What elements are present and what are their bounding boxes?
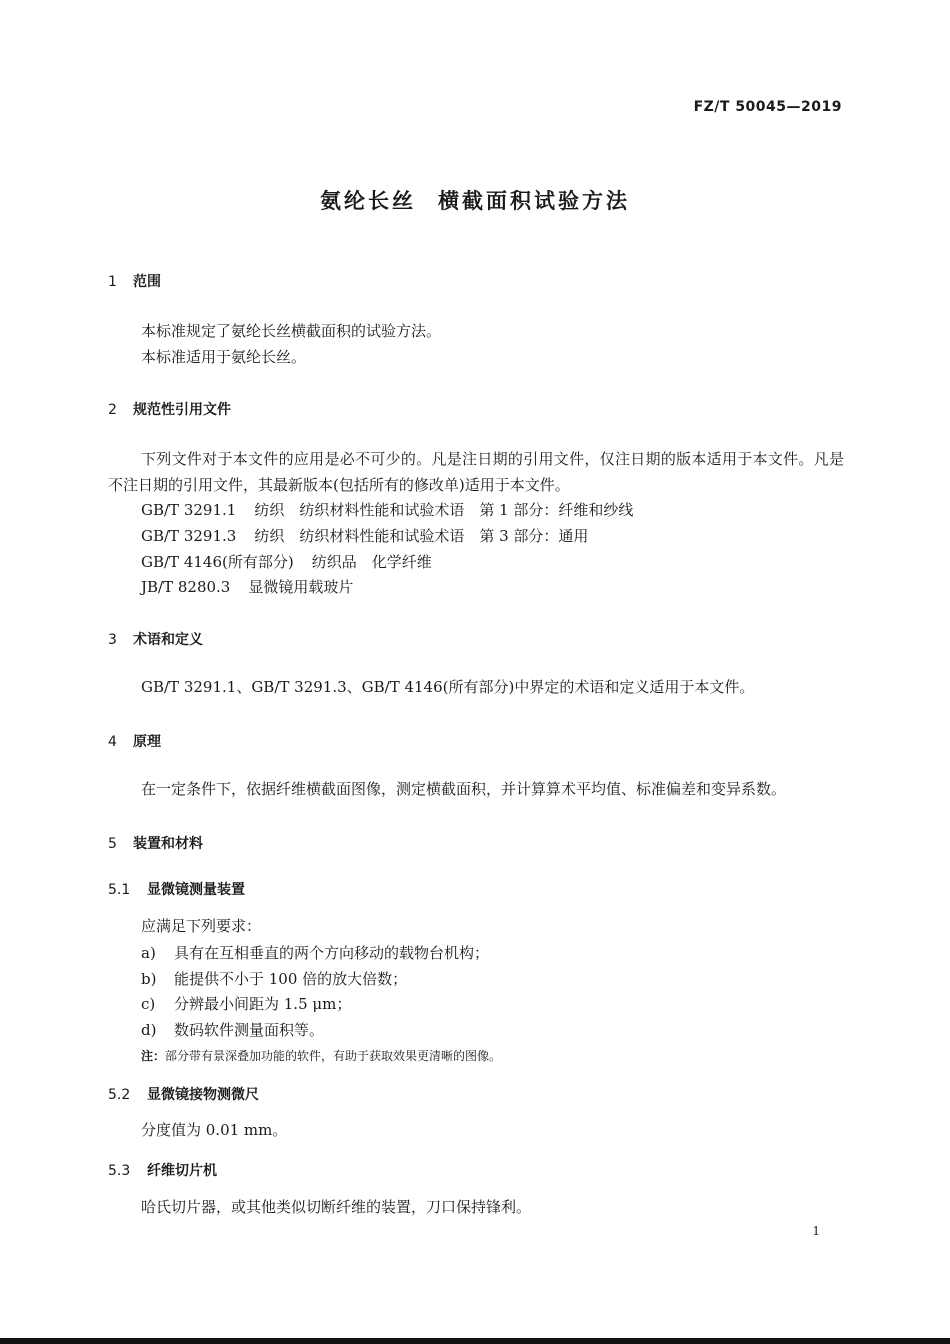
list-marker: c) xyxy=(141,995,156,1013)
list-text: 分辨最小间距为 1.5 μm； xyxy=(174,995,352,1013)
section-number: 4 xyxy=(108,734,117,750)
section-title: 术语和定义 xyxy=(133,632,203,648)
reference-title: 纺织 纺织材料性能和试验术语 第 3 部分：通用 xyxy=(254,527,589,545)
section-2-paragraph: 下列文件对于本文件的应用是必不可少的。凡是注日期的引用文件，仅注日期的版本适用于本文件。凡是不注日期的引用文件，其最新版本(包括所有的修改单)适用于本文件。 xyxy=(108,450,844,494)
reference-code: JB/T 8280.3 xyxy=(141,578,231,596)
list-item xyxy=(141,942,489,963)
section-5-2-line: 分度值为 0.01 mm。 xyxy=(141,1121,288,1139)
section-number: 3 xyxy=(108,632,117,648)
section-number: 5 xyxy=(108,836,117,852)
list-item xyxy=(141,1019,324,1040)
reference-title: 纺织 纺织材料性能和试验术语 第 1 部分：纤维和纱线 xyxy=(254,501,634,519)
section-number: 5.3 xyxy=(108,1163,131,1179)
reference-title: 纺织品 化学纤维 xyxy=(311,553,432,571)
bottom-edge-rule xyxy=(0,1338,950,1344)
section-5-3-line: 哈氏切片器，或其他类似切断纤维的装置，刀口保持锋利。 xyxy=(141,1198,532,1216)
list-text: 数码软件测量面积等。 xyxy=(174,1021,325,1039)
note-label: 注： xyxy=(141,1049,166,1063)
section-5-3-heading xyxy=(108,1160,217,1180)
section-4-line: 在一定条件下，依据纤维横截面图像，测定横截面积，并计算算术平均值、标准偏差和变异系数。 xyxy=(141,780,787,798)
section-title: 规范性引用文件 xyxy=(133,402,231,418)
list-item xyxy=(141,993,351,1014)
reference-item xyxy=(141,551,432,572)
list-text: 能提供不小于 100 倍的放大倍数； xyxy=(174,970,408,988)
section-3-heading xyxy=(108,629,203,649)
list-marker: a) xyxy=(141,944,156,962)
reference-item xyxy=(141,525,588,546)
section-5-2-heading xyxy=(108,1084,259,1104)
section-title: 显微镜测量装置 xyxy=(147,882,245,898)
note-text: 部分带有景深叠加功能的软件，有助于获取效果更清晰的图像。 xyxy=(165,1049,502,1063)
section-5-1-heading xyxy=(108,879,245,899)
section-title: 装置和材料 xyxy=(133,836,203,852)
section-1-line-1: 本标准规定了氨纶长丝横截面积的试验方法。 xyxy=(141,322,442,340)
section-number: 5.1 xyxy=(108,882,131,898)
section-number: 5.2 xyxy=(108,1087,131,1103)
section-title: 纤维切片机 xyxy=(147,1163,217,1179)
title-part-2: 横截面积试验方法 xyxy=(438,189,630,213)
title-part-1: 氨纶长丝 xyxy=(320,189,416,213)
section-title: 原理 xyxy=(133,734,161,750)
section-1-heading xyxy=(108,271,161,291)
reference-code: GB/T 3291.3 xyxy=(141,527,237,545)
section-5-heading xyxy=(108,833,203,853)
section-2-heading xyxy=(108,399,231,419)
reference-item xyxy=(141,499,633,520)
document-title xyxy=(0,185,950,215)
reference-code: GB/T 3291.1 xyxy=(141,501,237,519)
reference-code: GB/T 4146(所有部分) xyxy=(141,553,294,571)
section-title: 显微镜接物测微尺 xyxy=(147,1087,259,1103)
reference-item xyxy=(141,576,353,597)
list-marker: b) xyxy=(141,970,157,988)
section-4-heading xyxy=(108,731,161,751)
section-title: 范围 xyxy=(133,274,161,290)
section-number: 2 xyxy=(108,402,117,418)
page-number: 1 xyxy=(812,1224,820,1238)
section-1-line-2: 本标准适用于氨纶长丝。 xyxy=(141,348,307,366)
section-3-line: GB/T 3291.1、GB/T 3291.3、GB/T 4146(所有部分)中界定的术语和定义适用于本文件。 xyxy=(141,678,755,696)
section-5-1-intro: 应满足下列要求： xyxy=(141,917,262,935)
reference-title: 显微镜用载玻片 xyxy=(248,578,354,596)
list-text: 具有在互相垂直的两个方向移动的载物台机构； xyxy=(174,944,490,962)
standard-code: FZ/T 50045—2019 xyxy=(693,99,842,115)
list-marker: d) xyxy=(141,1021,157,1039)
list-item xyxy=(141,968,407,989)
section-number: 1 xyxy=(108,274,117,290)
note xyxy=(141,1047,501,1064)
